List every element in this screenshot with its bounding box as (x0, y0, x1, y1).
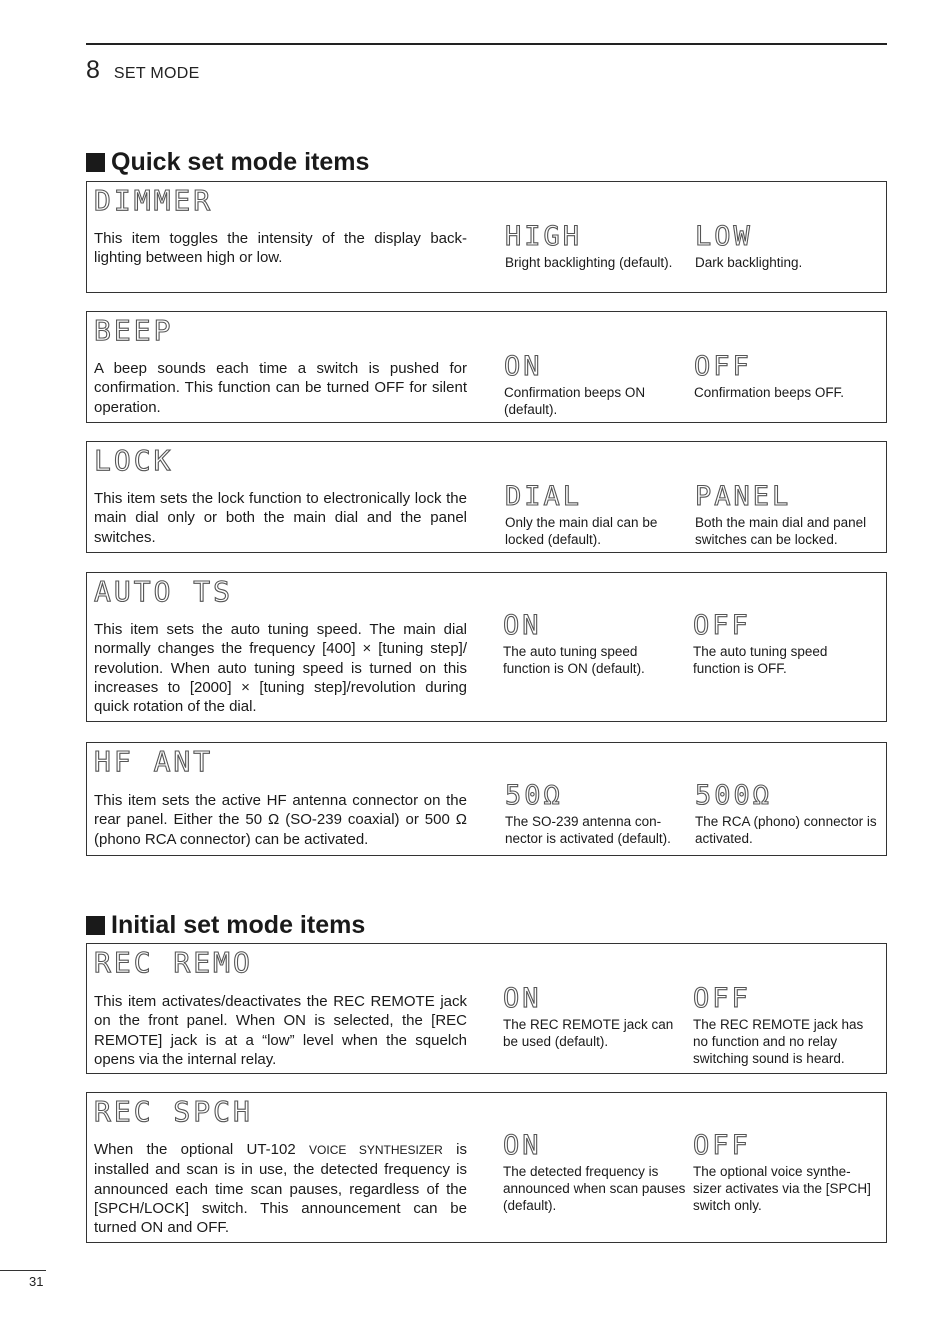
square-bullet-icon (86, 916, 105, 935)
footer-rule (0, 1270, 46, 1271)
page-number: 31 (29, 1274, 44, 1289)
item-lock (86, 441, 887, 553)
description-text: is installed and scan is in use, the detected frequency is announced each time scan pauses, regardless of the [SPCH/LOCK] switch. This announcement can be turned ON and OFF. (94, 1141, 468, 1237)
item-auto-ts (86, 572, 887, 722)
option-off (693, 1131, 878, 1214)
lcd-item-name: DIMMER (94, 184, 214, 217)
lcd-option-value: LOW (695, 221, 753, 252)
item-dimmer (86, 181, 887, 293)
item-description (94, 1140, 467, 1237)
lcd-option-value: ON (503, 610, 542, 641)
item-beep (86, 311, 887, 423)
item-rec-remo (86, 943, 887, 1074)
lcd-item-name: AUTO TS (94, 575, 234, 608)
option-off (694, 352, 879, 401)
option-500-ohm (695, 781, 880, 847)
section-title: Quick set mode items (111, 148, 370, 176)
option-description: The auto tuning speed function is OFF. (693, 644, 828, 676)
option-description: Dark backlighting. (695, 255, 803, 270)
option-description: The REC REMOTE jack has no function and no relay switching sound is heard. (693, 1017, 864, 1066)
chapter-header (86, 56, 200, 85)
lcd-option-value: OFF (693, 1130, 751, 1161)
item-description: This item sets the lock function to electronically lock the main dial only or both the main dial and the panel switches. (94, 490, 467, 546)
lcd-item-name: REC REMO (94, 946, 253, 979)
header-rule (86, 43, 887, 45)
option-description: Confirmation beeps OFF. (694, 385, 845, 400)
option-description: The optional voice synthe-sizer activates via the [SPCH] switch only. (693, 1164, 871, 1213)
lcd-item-name: BEEP (94, 314, 174, 347)
square-bullet-icon (86, 153, 105, 172)
item-description: This item toggles the intensity of the display back-lighting between high or low. (94, 230, 467, 267)
description-text: When the optional UT-102 (94, 1141, 310, 1158)
option-description: The SO-239 antenna con-nector is activated (default). (505, 814, 671, 846)
section-title: Initial set mode items (111, 911, 366, 939)
lcd-item-name: LOCK (94, 444, 174, 477)
option-off (693, 984, 878, 1067)
lcd-option-value: 50Ω (505, 780, 563, 811)
lcd-option-value: PANEL (695, 481, 792, 512)
lcd-option-value: ON (503, 983, 542, 1014)
section-heading-initial (86, 911, 365, 940)
description-smallcaps: VOICE SYNTHESIZER (309, 1143, 443, 1157)
option-description: The RCA (phono) connector is activated. (695, 814, 877, 846)
item-hf-ant (86, 742, 887, 856)
item-description: This item sets the auto tuning speed. The main dial normally changes the frequency [400] × [tuning step]/ revolution. When auto tuning speed is turned on this increases to [2000] × [tuning step]/revolution during quick rotation of the dial. (94, 621, 467, 716)
option-description: The REC REMOTE jack can be used (default). (503, 1017, 674, 1049)
item-description: This item activates/deactivates the REC REMOTE jack on the front panel. When ON is selected, the [REC REMOTE] jack is at a “low” level when the squelch opens via the internal relay. (94, 993, 467, 1068)
option-description: Both the main dial and panel switches can be locked. (695, 515, 867, 547)
option-panel (695, 482, 880, 548)
option-description: The auto tuning speed function is ON (default). (503, 644, 645, 676)
section-heading-quick (86, 148, 369, 177)
option-off (693, 611, 878, 677)
lcd-option-value: OFF (693, 610, 751, 641)
lcd-option-value: OFF (693, 983, 751, 1014)
item-description: This item sets the active HF antenna connector on the rear panel. Either the 50 Ω (SO-239 coaxial) or 500 Ω (phono RCA connector) can be activated. (94, 792, 467, 848)
lcd-item-name: REC SPCH (94, 1095, 253, 1128)
option-on (503, 984, 688, 1050)
item-description: A beep sounds each time a switch is pushed for confirmation. This function can be turned OFF for silent operation. (94, 360, 467, 416)
option-on (503, 611, 688, 677)
item-rec-spch (86, 1092, 887, 1243)
lcd-option-value: DIAL (505, 481, 583, 512)
lcd-option-value: OFF (694, 351, 752, 382)
option-on (504, 352, 689, 418)
chapter-title: SET MODE (113, 65, 200, 82)
option-description: Only the main dial can be locked (default). (505, 515, 658, 547)
lcd-item-name: HF ANT (94, 745, 214, 778)
option-description: The detected frequency is announced when scan pauses (default). (503, 1164, 686, 1213)
option-low (695, 222, 880, 271)
option-description: Confirmation beeps ON (default). (504, 385, 646, 417)
option-dial (505, 482, 690, 548)
option-on (503, 1131, 688, 1214)
option-50-ohm (505, 781, 693, 847)
lcd-option-value: ON (504, 351, 543, 382)
lcd-option-value: HIGH (505, 221, 583, 252)
chapter-number: 8 (86, 56, 100, 84)
option-description: Bright backlighting (default). (505, 255, 673, 270)
lcd-option-value: 500Ω (695, 780, 773, 811)
lcd-option-value: ON (503, 1130, 542, 1161)
option-high (505, 222, 690, 271)
